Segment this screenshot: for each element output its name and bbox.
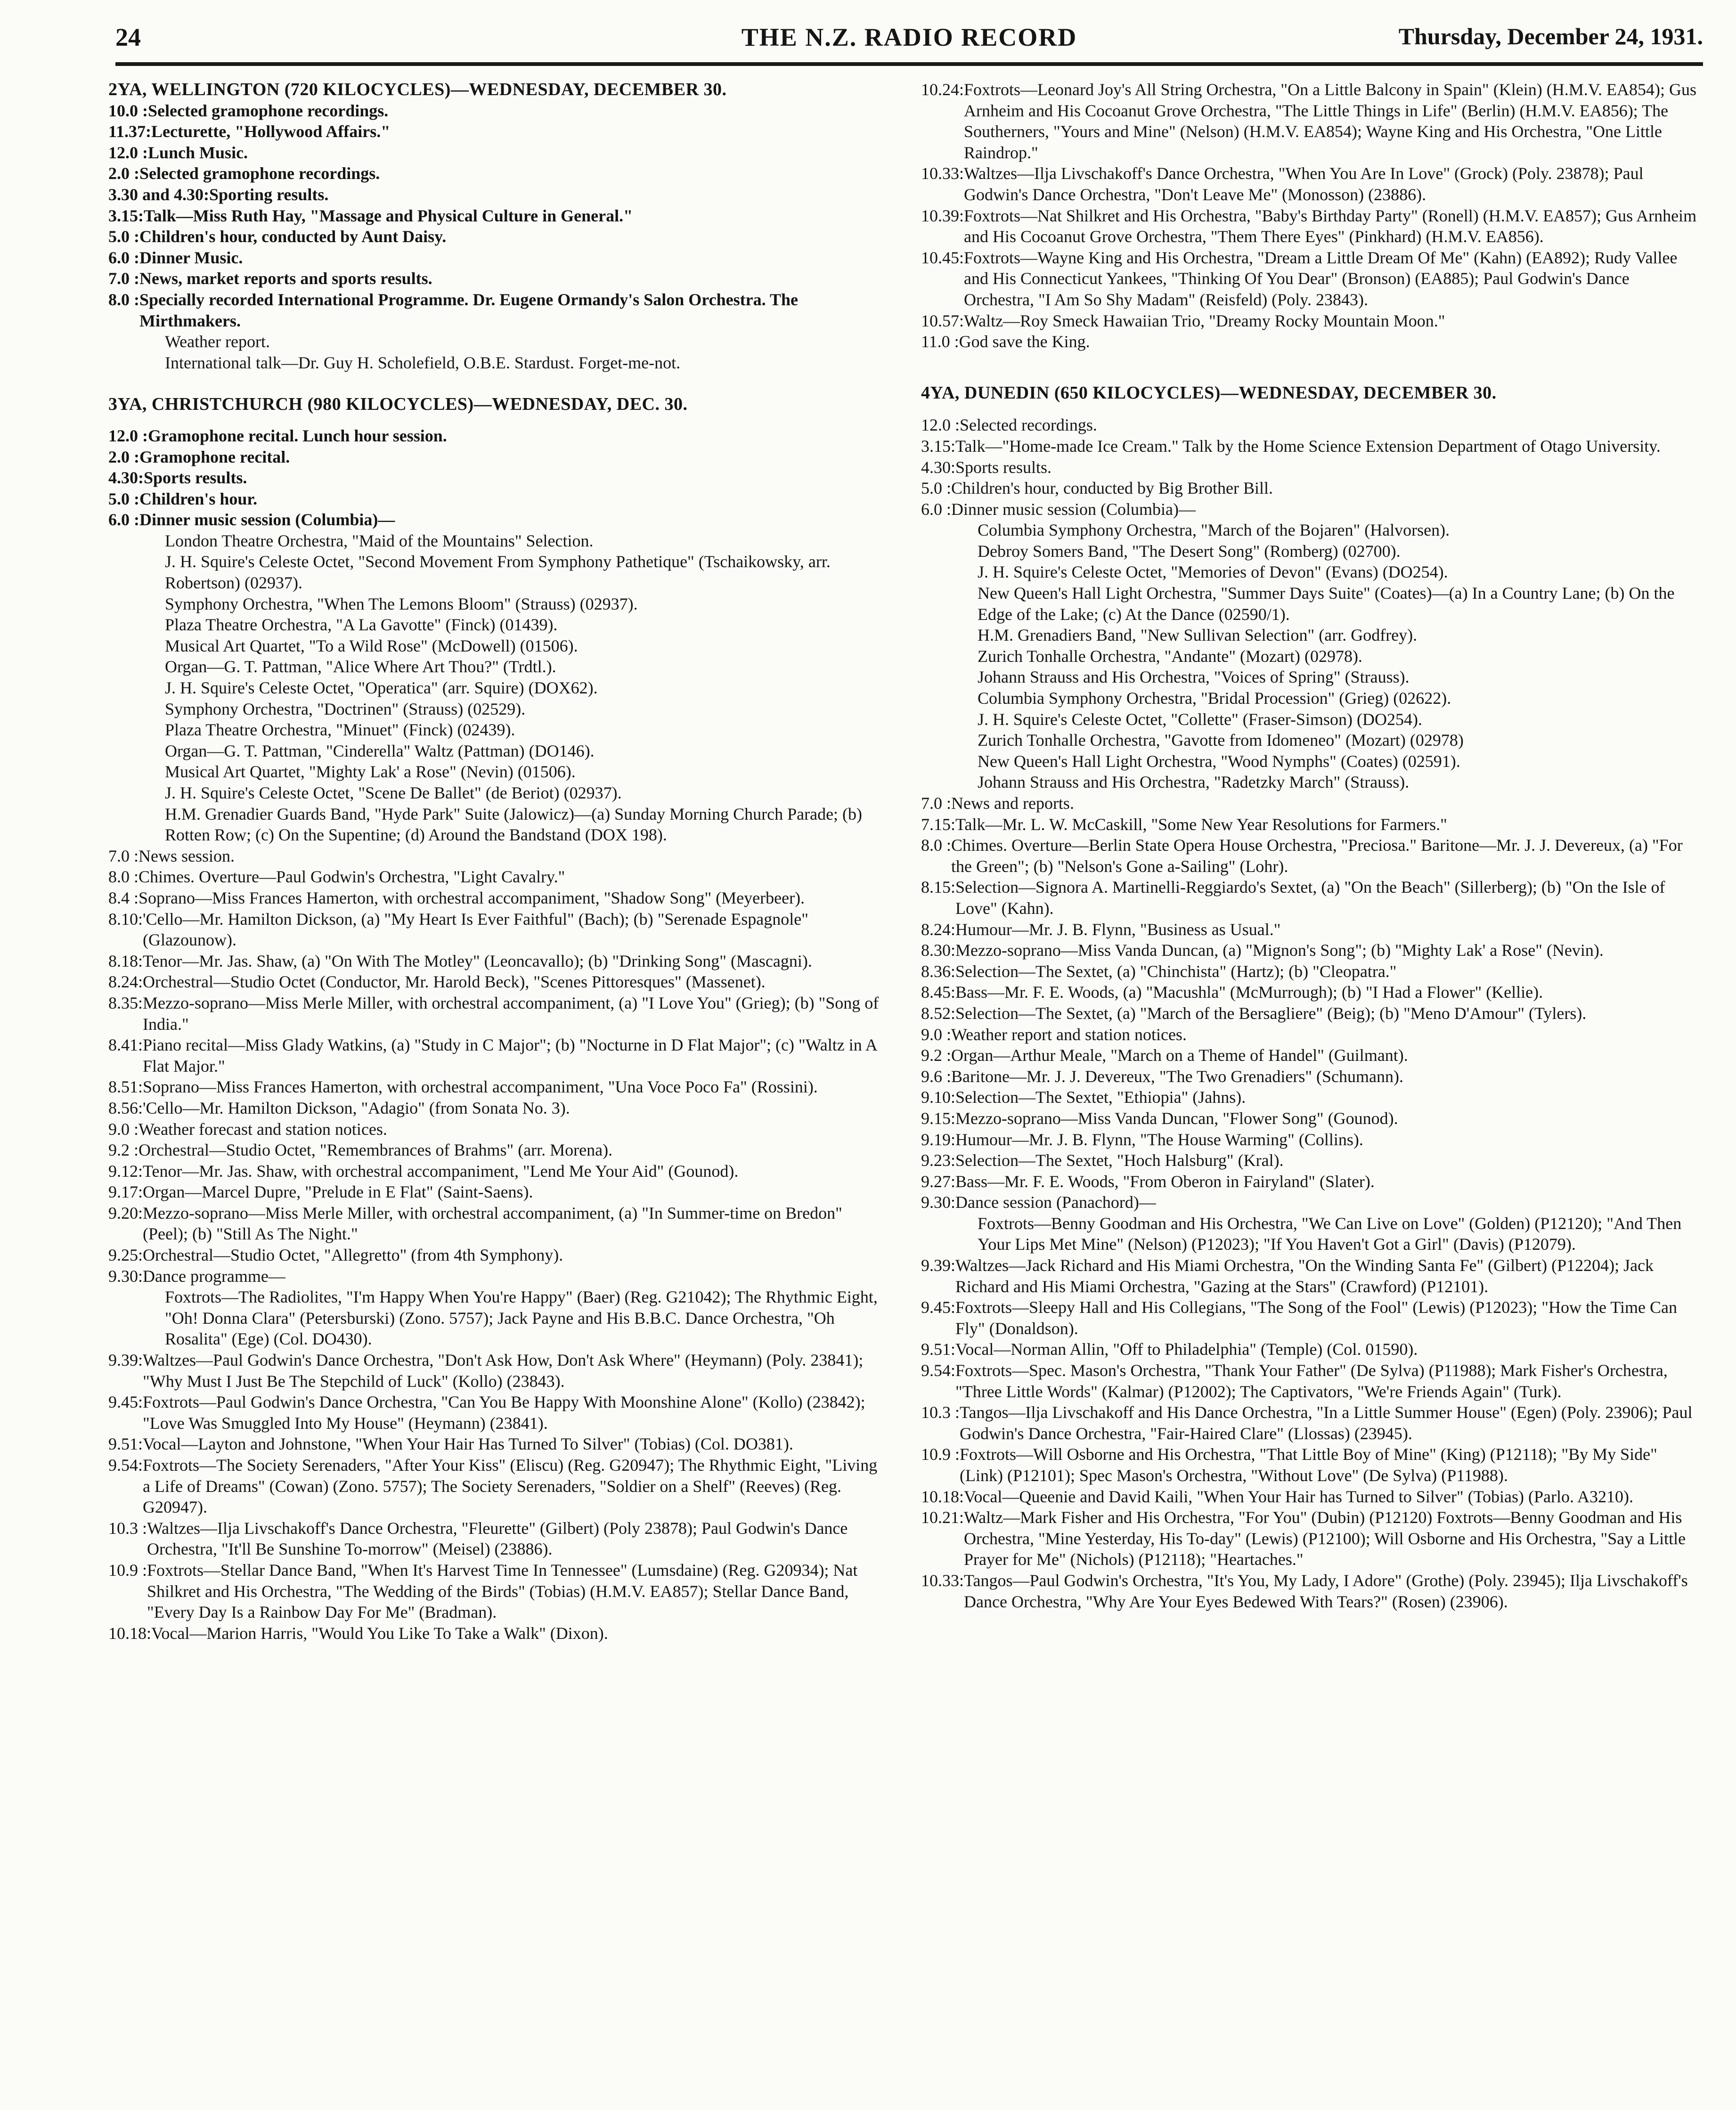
dinner-item: Plaza Theatre Orchestra, "A La Gavotte" (Finck) (01439). bbox=[165, 615, 558, 635]
schedule-entry: 10.9 : Foxtrots—Will Osborne and His Orchestra, "That Little Boy of Mine" (King) (P12118); "By My Side" (Link) (P12101); Spec Mason's Orchestra, "Without Love" (De Sylva) (P11988). bbox=[921, 1445, 1657, 1485]
right-column bbox=[921, 79, 1703, 1612]
schedule-entry: 10.24: Foxtrots—Leonard Joy's All String Orchestra, "On a Little Balcony in Spain" (Klein) (H.M.V. EA854); Gus Arnheim and His Cocoanut Grove Orchestra, "The Little Things in Life" (Berlin) (H.M.V. EA856); The Southerners, "Yours and Mine" (Nelson) (H.M.V. EA854); Wayne King and His Orchestra, "One Little Raindrop." bbox=[921, 80, 1697, 162]
dinner-item: H.M. Grenadier Guards Band, "Hyde Park" Suite (Jalowicz)—(a) Sunday Morning Church Parade; (b) Rotten Row; (c) On the Supentine; (d) Around the Bandstand (DOX 198). bbox=[165, 804, 863, 845]
dance-item: Foxtrots—Benny Goodman and His Orchestra, "We Can Live on Love" (Golden) (P12120); "And Then Your Lips Met Mine" (Nelson) (P12023); "If You Haven't Got a Girl" (Davis) (P12079). bbox=[978, 1214, 1682, 1254]
schedule-entry: 9.45: Foxtrots—Paul Godwin's Dance Orchestra, "Can You Be Happy With Moonshine Alone" (Kollo) (23842); "Love Was Smuggled Into My House" (Heymann) (23841). bbox=[108, 1393, 865, 1433]
schedule-entry: 8.10: 'Cello—Mr. Hamilton Dickson, (a) "My Heart Is Ever Faithful" (Bach); (b) "Serenade Espagnole" (Glazounow). bbox=[108, 909, 808, 950]
schedule-entry: 5.0 : Children's hour, conducted by Aunt Daisy. bbox=[108, 227, 447, 246]
schedule-entry: 7.0 : News session. bbox=[108, 846, 235, 865]
page-number: 24 bbox=[115, 23, 141, 51]
schedule-entry: 8.45: Bass—Mr. F. E. Woods, (a) "Macushla" (McMurrough); (b) "I Had a Flower" (Kellie). bbox=[921, 983, 1543, 1002]
schedule-entry: 7.0 : News and reports. bbox=[921, 794, 1074, 813]
schedule-entry: 4.30: Sports results. bbox=[921, 457, 1052, 477]
schedule-entry: 8.56: 'Cello—Mr. Hamilton Dickson, "Adagio" (from Sonata No. 3). bbox=[108, 1098, 570, 1117]
wellington-continued bbox=[921, 79, 1703, 352]
schedule-entry: 11.0 : God save the King. bbox=[921, 332, 1090, 351]
schedule-entry: 9.0 : Weather forecast and station notices. bbox=[108, 1119, 387, 1139]
header-rule bbox=[115, 62, 1703, 66]
schedule-entry: 4.30: Sports results. bbox=[108, 468, 247, 488]
dinner-item: J. H. Squire's Celeste Octet, "Scene De Ballet" (de Beriot) (02937). bbox=[165, 783, 622, 802]
schedule-entry: 9.20: Mezzo-soprano—Miss Merle Miller, with orchestral accompaniment, (a) "In Summer-time on Bredon" (Peel); (b) "Still As The Night." bbox=[108, 1203, 842, 1244]
schedule-entry: 9.30: Dance session (Panachord)— bbox=[921, 1193, 1156, 1212]
schedule-entry: 7.0 : News, market reports and sports results. bbox=[108, 269, 432, 288]
dinner-item: Musical Art Quartet, "To a Wild Rose" (McDowell) (01506). bbox=[165, 636, 578, 655]
schedule-entry: 9.54: Foxtrots—Spec. Mason's Orchestra, "Thank Your Father" (De Sylva) (P11988); Mark Fisher's Orchestra, "Three Little Words" (Kalmar) (P12002); The Captivators, "We're Friends Again" (Turk). bbox=[921, 1361, 1668, 1401]
dinner-item: J. H. Squire's Celeste Octet, "Memories of Devon" (Evans) (DO254). bbox=[978, 562, 1448, 582]
schedule-entry: 10.33: Tangos—Paul Godwin's Orchestra, "It's You, My Lady, I Adore" (Grothe) (Poly. 23945); Ilja Livschakoff's Dance Orchestra, "Why Are Your Eyes Bedewed With Tears?" (Rosen) (23906). bbox=[921, 1571, 1688, 1611]
dinner-item: Plaza Theatre Orchestra, "Minuet" (Finck) (02439). bbox=[165, 720, 515, 740]
dinner-item: Organ—G. T. Pattman, "Cinderella" Waltz (Pattman) (DO146). bbox=[165, 741, 595, 760]
schedule-entry: 10.57: Waltz—Roy Smeck Hawaiian Trio, "Dreamy Rocky Mountain Moon." bbox=[921, 311, 1445, 330]
schedule-entry: 12.0 : Gramophone recital. Lunch hour session. bbox=[108, 426, 447, 445]
dinner-item: H.M. Grenadiers Band, "New Sullivan Selection" (arr. Godfrey). bbox=[978, 626, 1418, 645]
schedule-entry: 6.0 : Dinner Music. bbox=[108, 248, 243, 267]
dinner-item: Johann Strauss and His Orchestra, "Voices of Spring" (Strauss). bbox=[978, 668, 1410, 687]
schedule-entry: 9.2 : Orchestral—Studio Octet, "Remembrances of Brahms" (arr. Morena). bbox=[108, 1141, 613, 1160]
schedule-entry: 9.45: Foxtrots—Sleepy Hall and His Collegians, "The Song of the Fool" (Lewis) (P12023); "How the Time Can Fly" (Donaldson). bbox=[921, 1298, 1678, 1338]
section-heading-dunedin: 4YA, DUNEDIN (650 KILOCYCLES)—WEDNESDAY, DECEMBER 30. bbox=[921, 383, 1497, 403]
schedule-entry: 10.3 : Waltzes—Ilja Livschakoff's Dance Orchestra, "Fleurette" (Gilbert) (Poly 23878); Paul Godwin's Dance Orchestra, "It'll Be Sunshine To-morrow" (Meisel) (23886). bbox=[108, 1518, 848, 1559]
dinner-item: Columbia Symphony Orchestra, "March of the Bojaren" (Halvorsen). bbox=[978, 521, 1450, 540]
dinner-item: Zurich Tonhalle Orchestra, "Andante" (Mozart) (02978). bbox=[978, 646, 1362, 666]
schedule-entry: 8.4 : Soprano—Miss Frances Hamerton, with orchestral accompaniment, "Shadow Song" (Meyerbeer). bbox=[108, 888, 805, 907]
schedule-entry: 9.10: Selection—The Sextet, "Ethiopia" (Jahns). bbox=[921, 1088, 1246, 1107]
schedule-entry: 10.18: Vocal—Marion Harris, "Would You Like To Take a Walk" (Dixon). bbox=[108, 1623, 608, 1643]
schedule-entry: 10.9 : Foxtrots—Stellar Dance Band, "When It's Harvest Time In Tennessee" (Lumsdaine) (Reg. G20934); Nat Shilkret and His Orchestra, "The Wedding of the Birds" (Tobias) (H.M.V. EA857); Stellar Dance Band, "Every Day Is a Rainbow Day For Me" (Bradman). bbox=[108, 1560, 858, 1622]
schedule-entry: 8.0 : Specially recorded International Programme. Dr. Eugene Ormandy's Salon Orchestra. The Mirthmakers. bbox=[108, 290, 798, 330]
schedule-entry: 9.23: Selection—The Sextet, "Hoch Halsburg" (Kral). bbox=[921, 1151, 1284, 1170]
schedule-entry: 9.51: Vocal—Norman Allin, "Off to Philadelphia" (Temple) (Col. 01590). bbox=[921, 1340, 1418, 1359]
dinner-item: Debroy Somers Band, "The Desert Song" (Romberg) (02700). bbox=[978, 541, 1401, 561]
schedule-entry: 8.18: Tenor—Mr. Jas. Shaw, (a) "On With The Motley" (Leoncavallo); (b) "Drinking Song" (Mascagni). bbox=[108, 951, 812, 970]
schedule-entry: 8.0 : Chimes. Overture—Paul Godwin's Orchestra, "Light Cavalry." bbox=[108, 867, 565, 887]
wellington-schedule bbox=[108, 100, 886, 374]
dinner-item: J. H. Squire's Celeste Octet, "Second Movement From Symphony Pathetique" (Tschaikowsky, arr. Robertson) (02937). bbox=[165, 552, 831, 593]
dinner-item: Johann Strauss and His Orchestra, "Radetzky March" (Strauss). bbox=[978, 773, 1410, 792]
dinner-item: Symphony Orchestra, "When The Lemons Bloom" (Strauss) (02937). bbox=[165, 594, 638, 613]
schedule-entry: 12.0 : Lunch Music. bbox=[108, 143, 248, 162]
dinner-item: London Theatre Orchestra, "Maid of the Mountains" Selection. bbox=[165, 531, 594, 550]
schedule-note: Weather report. bbox=[165, 332, 270, 351]
schedule-entry: 9.12: Tenor—Mr. Jas. Shaw, with orchestral accompaniment, "Lend Me Your Aid" (Gounod). bbox=[108, 1161, 739, 1181]
schedule-entry: 2.0 : Gramophone recital. bbox=[108, 447, 290, 466]
dinner-item: Zurich Tonhalle Orchestra, "Gavotte from Idomeneo" (Mozart) (02978) bbox=[978, 731, 1464, 750]
schedule-entry: 9.27: Bass—Mr. F. E. Woods, "From Oberon in Fairyland" (Slater). bbox=[921, 1172, 1375, 1191]
schedule-entry: 10.18: Vocal—Queenie and David Kaili, "When Your Hair has Turned to Silver" (Tobias) (Parlo. A3210). bbox=[921, 1487, 1634, 1506]
schedule-entry: 10.33: Waltzes—Ilja Livschakoff's Dance Orchestra, "When You Are In Love" (Grock) (Poly. 23878); Paul Godwin's Dance Orchestra, "Don't Leave Me" (Monosson) (23886). bbox=[921, 164, 1644, 204]
schedule-entry: 12.0 : Selected recordings. bbox=[921, 415, 1097, 435]
schedule-entry: 9.39: Waltzes—Jack Richard and His Miami Orchestra, "On the Winding Santa Fe" (Gilbert) (P12204); Jack Richard and His Miami Orchestra, "Gazing at the Stars" (Crawford) (P12101). bbox=[921, 1256, 1654, 1296]
schedule-entry: 10.45: Foxtrots—Wayne King and His Orchestra, "Dream a Little Dream Of Me" (Kahn) (EA892); Rudy Vallee and His Connecticut Yankees, "Thinking Of You Dear" (Bronson) (EA885); Paul Godwin's Dance Orchestra, "I Am So Shy Madam" (Reisfeld) (Poly. 23843). bbox=[921, 248, 1678, 309]
issue-date: Thursday, December 24, 1931. bbox=[1398, 23, 1703, 49]
schedule-note: International talk—Dr. Guy H. Scholefield, O.B.E. Stardust. Forget-me-not. bbox=[165, 353, 681, 372]
section-heading-wellington: 2YA, WELLINGTON (720 KILOCYCLES)—WEDNESDAY, DECEMBER 30. bbox=[108, 80, 727, 99]
dinner-item: New Queen's Hall Light Orchestra, "Wood Nymphs" (Coates) (02591). bbox=[978, 751, 1460, 771]
schedule-entry: 8.52: Selection—The Sextet, (a) "March of the Bersagliere" (Beig); (b) "Meno D'Amour" (Tylers). bbox=[921, 1003, 1587, 1023]
christchurch-schedule bbox=[108, 425, 886, 1644]
schedule-entry: 3.30 and 4.30: Sporting results. bbox=[108, 185, 329, 204]
schedule-entry: 11.37: Lecturette, "Hollywood Affairs." bbox=[108, 122, 391, 141]
schedule-entry: 8.51: Soprano—Miss Frances Hamerton, with orchestral accompaniment, "Una Voce Poco Fa" (Rossini). bbox=[108, 1077, 818, 1097]
schedule-entry: 8.35: Mezzo-soprano—Miss Merle Miller, with orchestral accompaniment, (a) "I Love You" (Grieg); (b) "Song of India." bbox=[108, 993, 879, 1034]
schedule-entry: 8.15: Selection—Signora A. Martinelli-Reggiardo's Sextet, (a) "On the Beach" (Sillerberg); (b) "On the Isle of Love" (Kahn). bbox=[921, 878, 1665, 918]
schedule-entry: 3.15: Talk—Miss Ruth Hay, "Massage and Physical Culture in General." bbox=[108, 206, 633, 225]
schedule-entry: 9.17: Organ—Marcel Dupre, "Prelude in E Flat" (Saint-Saens). bbox=[108, 1182, 533, 1202]
schedule-entry: 9.2 : Organ—Arthur Meale, "March on a Theme of Handel" (Guilmant). bbox=[921, 1046, 1408, 1065]
schedule-entry: 9.39: Waltzes—Paul Godwin's Dance Orchestra, "Don't Ask How, Don't Ask Where" (Heymann) (Poly. 23841); "Why Must I Just Be The Stepchild of Luck" (Kollo) (23843). bbox=[108, 1351, 864, 1391]
dance-item: Foxtrots—The Radiolites, "I'm Happy When You're Happy" (Baer) (Reg. G21042); The Rhythmic Eight, "Oh! Donna Clara" (Petersburski) (Zono. 5757); Jack Payne and His B.B.C. Dance Orchestra, "Oh Rosalita" (Ege) (Col. DO430). bbox=[165, 1287, 878, 1349]
schedule-entry: 3.15: Talk—"Home-made Ice Cream." Talk by the Home Science Extension Department of Otago University. bbox=[921, 436, 1661, 456]
schedule-entry: 6.0 : Dinner music session (Columbia)— bbox=[921, 499, 1196, 519]
schedule-entry: 9.30: Dance programme— bbox=[108, 1266, 285, 1286]
schedule-entry: 9.0 : Weather report and station notices. bbox=[921, 1025, 1187, 1044]
schedule-entry: 8.0 : Chimes. Overture—Berlin State Opera House Orchestra, "Preciosa." Baritone—Mr. J. J. Devereux, (a) "For the Green"; (b) "Nelson's Gone a-Sailing" (Lohr). bbox=[921, 836, 1683, 876]
left-column bbox=[108, 79, 886, 1644]
dinner-item: Musical Art Quartet, "Mighty Lak' a Rose" (Nevin) (01506). bbox=[165, 762, 576, 782]
dinner-item: J. H. Squire's Celeste Octet, "Collette" (Fraser-Simson) (DO254). bbox=[978, 709, 1422, 729]
schedule-entry: 10.3 : Tangos—Ilja Livschakoff and His Dance Orchestra, "In a Little Summer House" (Egen) (Poly. 23906); Paul Godwin's Dance Orchestra, "Fair-Haired Clare" (Llossas) (23945). bbox=[921, 1403, 1693, 1443]
schedule-entry: 9.25: Orchestral—Studio Octet, "Allegretto" (from 4th Symphony). bbox=[108, 1246, 563, 1265]
schedule-entry: 8.36: Selection—The Sextet, (a) "Chinchista" (Hartz); (b) "Cleopatra." bbox=[921, 961, 1397, 981]
schedule-entry: 8.41: Piano recital—Miss Glady Watkins, (a) "Study in C Major"; (b) "Nocturne in D Flat Major"; (c) "Waltz in A Flat Major." bbox=[108, 1035, 877, 1075]
schedule-entry: 9.19: Humour—Mr. J. B. Flynn, "The House Warming" (Collins). bbox=[921, 1130, 1363, 1149]
schedule-entry: 8.24: Humour—Mr. J. B. Flynn, "Business as Usual." bbox=[921, 920, 1281, 939]
section-heading-christchurch: 3YA, CHRISTCHURCH (980 KILOCYCLES)—WEDNESDAY, DEC. 30. bbox=[108, 394, 688, 415]
schedule-entry: 10.39: Foxtrots—Nat Shilkret and His Orchestra, "Baby's Birthday Party" (Ronell) (H.M.V. EA857); Gus Arnheim and His Cocoanut Grove Orchestra, "Them There Eyes" (Pinkhard) (H.M.V. EA856). bbox=[921, 206, 1697, 246]
schedule-entry: 2.0 : Selected gramophone recordings. bbox=[108, 164, 380, 183]
schedule-entry: 9.54: Foxtrots—The Society Serenaders, "After Your Kiss" (Eliscu) (Reg. G20947); The Rhythmic Eight, "Living a Life of Dreams" (Cowan) (Zono. 5757); The Society Serenaders, "Soldier on a Shelf" (Reeves) (Reg. G20947). bbox=[108, 1456, 878, 1517]
schedule-entry: 10.21: Waltz—Mark Fisher and His Orchestra, "For You" (Dubin) (P12120) Foxtrots—Benny Goodman and His Orchestra, "Mine Yesterday, His To-day" (Lewis) (P12100); Will Osborne and His Orchestra, "Say a Little Prayer for Me" (Nichols) (P12118); "Heartaches." bbox=[921, 1508, 1686, 1569]
dinner-item: Columbia Symphony Orchestra, "Bridal Procession" (Grieg) (02622). bbox=[978, 689, 1451, 708]
dinner-item: Organ—G. T. Pattman, "Alice Where Art Thou?" (Trdtl.). bbox=[165, 657, 556, 676]
schedule-entry: 9.15: Mezzo-soprano—Miss Vanda Duncan, "Flower Song" (Gounod). bbox=[921, 1108, 1398, 1128]
schedule-entry: 8.24: Orchestral—Studio Octet (Conductor, Mr. Harold Beck), "Scenes Pittoresques" (Massenet). bbox=[108, 972, 766, 992]
schedule-entry: 9.51: Vocal—Layton and Johnstone, "When Your Hair Has Turned To Silver" (Tobias) (Col. DO381). bbox=[108, 1434, 793, 1454]
dunedin-schedule bbox=[921, 415, 1703, 1612]
schedule-entry: 5.0 : Children's hour. bbox=[108, 489, 258, 508]
dinner-item: New Queen's Hall Light Orchestra, "Summer Days Suite" (Coates)—(a) In a Country Lane; (b) On the Edge of the Lake; (c) At the Dance (02590/1). bbox=[978, 584, 1675, 624]
schedule-entry: 7.15: Talk—Mr. L. W. McCaskill, "Some New Year Resolutions for Farmers." bbox=[921, 815, 1447, 834]
schedule-entry: 5.0 : Children's hour, conducted by Big Brother Bill. bbox=[921, 479, 1273, 498]
dinner-item: Symphony Orchestra, "Doctrinen" (Strauss) (02529). bbox=[165, 699, 526, 718]
schedule-entry: 10.0 : Selected gramophone recordings. bbox=[108, 101, 389, 120]
masthead bbox=[115, 23, 1703, 58]
schedule-entry: 6.0 : Dinner music session (Columbia)— bbox=[108, 510, 395, 530]
schedule-entry: 9.6 : Baritone—Mr. J. J. Devereux, "The Two Grenadiers" (Schumann). bbox=[921, 1067, 1403, 1086]
publication-title: THE N.Z. RADIO RECORD bbox=[741, 23, 1077, 51]
dinner-item: J. H. Squire's Celeste Octet, "Operatica" (arr. Squire) (DOX62). bbox=[165, 678, 598, 698]
schedule-entry: 8.30: Mezzo-soprano—Miss Vanda Duncan, (a) "Mignon's Song"; (b) "Mighty Lak' a Rose" (Nevin). bbox=[921, 941, 1604, 960]
